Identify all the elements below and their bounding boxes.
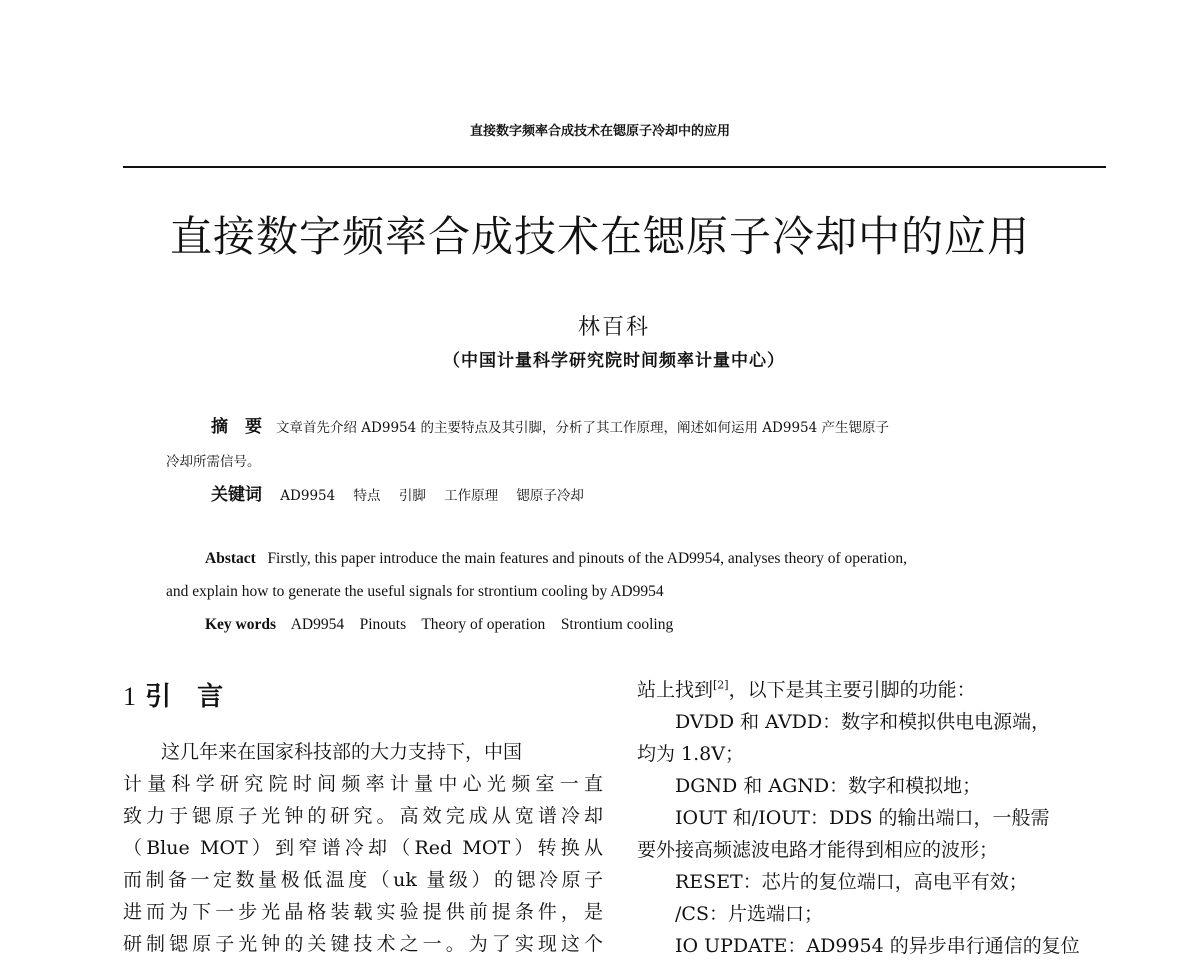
header-rule <box>123 166 1106 168</box>
abstract-cn-text: 文章首先介绍 AD9954 的主要特点及其引脚，分析了其工作原理，阐述如何运用 AD9954 产生锶原子 <box>276 420 890 436</box>
abstract-cn-label: 摘 要 <box>211 417 262 437</box>
body-line: 均为 1.8V； <box>637 743 744 765</box>
running-header: 直接数字频率合成技术在锶原子冷却中的应用 <box>469 124 730 139</box>
keyword-cn: 工作原理 <box>444 488 499 504</box>
abstract-en-line2: and explain how to generate the useful signals for strontium cooling by AD9954 <box>166 583 664 600</box>
section-1-heading <box>123 676 223 713</box>
keywords-en <box>205 616 673 634</box>
keyword-cn: 引脚 <box>398 488 426 504</box>
body-line: 研制锶原子光钟的关键技术之一。为了实现这个 <box>123 933 603 955</box>
keyword-en: Strontium cooling <box>560 616 674 633</box>
abstract-en-line1 <box>205 550 907 568</box>
body-text: ，以下是其主要引脚的功能： <box>728 679 976 701</box>
body-line: IO UPDATE：AD9954 的异步串行通信的复位 <box>675 935 1080 957</box>
keyword-en: AD9954 <box>290 616 345 633</box>
author-affiliation: （中国计量科学研究院时间频率计量中心） <box>443 351 785 371</box>
keyword-cn: 锶原子冷却 <box>516 488 584 504</box>
body-line: 要外接高频滤波电路才能得到相应的波形； <box>637 839 999 861</box>
body-line: 致力于锶原子光钟的研究。高效完成从宽谱冷却 <box>123 805 603 827</box>
left-column <box>123 736 603 960</box>
abstract-cn-line2: 冷却所需信号。 <box>166 454 261 470</box>
keywords-cn <box>211 480 584 505</box>
body-line: 而制备一定数量极低温度（uk 量级）的锶冷原子 <box>123 869 603 891</box>
body-line: 这几年来在国家科技部的大力支持下，中国 <box>161 741 523 763</box>
keyword-cn: AD9954 <box>280 488 336 504</box>
paper-title: 直接数字频率合成技术在锶原子冷却中的应用 <box>169 212 1030 261</box>
body-line-with-reference <box>637 674 1107 706</box>
keyword-en: Theory of operation <box>421 616 546 633</box>
body-line: （Blue MOT）到窄谱冷却（Red MOT）转换从 <box>123 837 603 859</box>
section-1-number: 1 <box>123 682 136 711</box>
abstract-cn-line1 <box>211 412 889 437</box>
abstract-en-text: Firstly, this paper introduce the main features and pinouts of the AD9954, analyses theory of operation, <box>267 550 907 567</box>
abstract-en-label: Abstact <box>205 550 256 567</box>
keywords-en-label: Key words <box>205 616 277 633</box>
right-column <box>637 674 1107 962</box>
author-name: 林百科 <box>577 315 650 340</box>
body-line: /CS：片选端口； <box>675 903 823 925</box>
body-line: 计量科学研究院时间频率计量中心光频室一直 <box>123 773 603 795</box>
body-line: DGND 和 AGND：数字和模拟地； <box>675 775 982 797</box>
body-line: DVDD 和 AVDD：数字和模拟供电电源端， <box>675 711 1051 733</box>
keywords-cn-label: 关键词 <box>211 485 262 505</box>
body-text: 站上找到 <box>637 679 714 701</box>
body-line: 进而为下一步光晶格装载实验提供前提条件，是 <box>123 901 603 923</box>
citation-reference: [2] <box>713 678 729 692</box>
body-line: IOUT 和/IOUT：DDS 的输出端口，一般需 <box>675 807 1050 829</box>
keyword-cn: 特点 <box>353 488 381 504</box>
section-1-title: 引 言 <box>145 682 224 712</box>
body-line: RESET：芯片的复位端口，高电平有效； <box>675 871 1028 893</box>
keyword-en: Pinouts <box>359 616 407 633</box>
